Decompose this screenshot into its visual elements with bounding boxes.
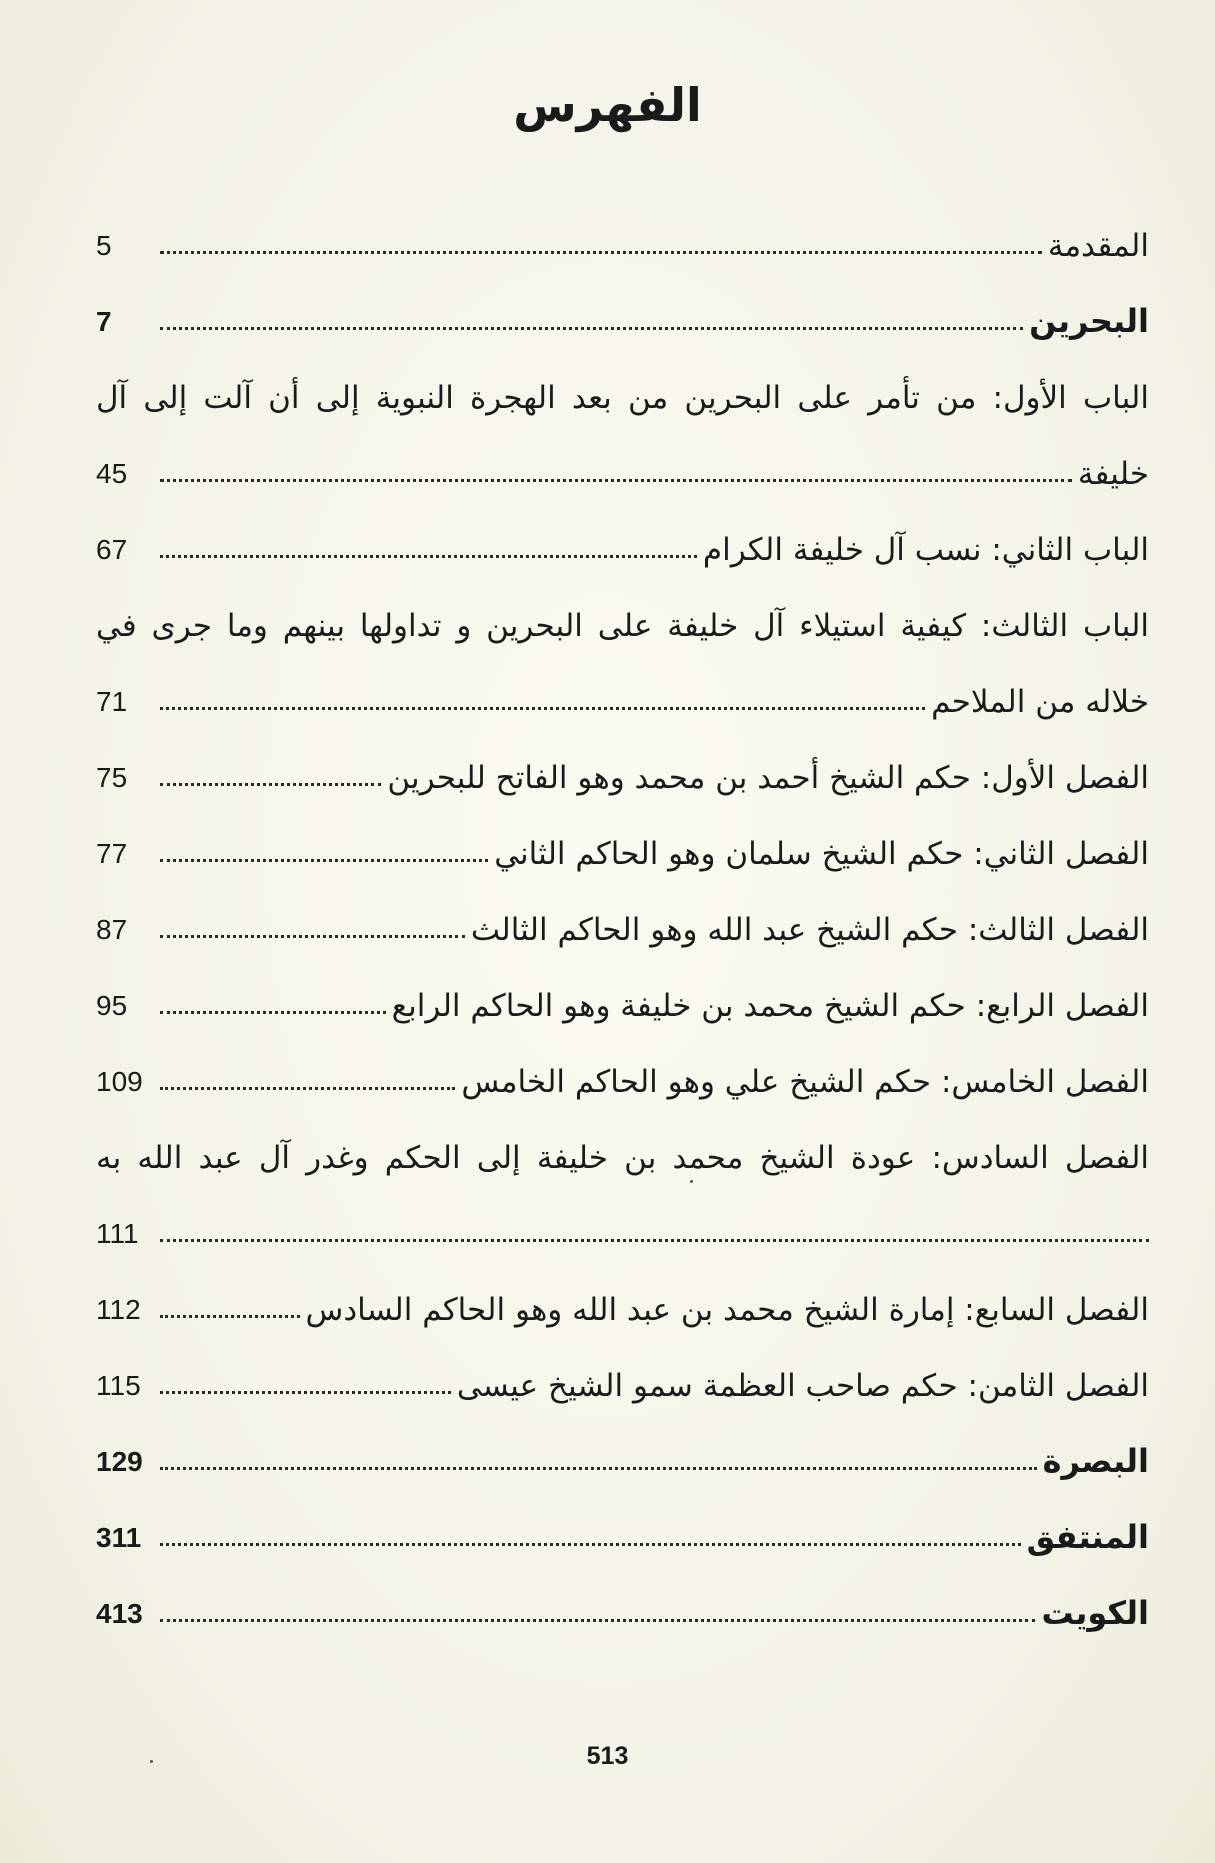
toc-entry-chapter-3-line-2 [96, 646, 1149, 722]
dot-leader [160, 782, 381, 786]
toc-entry-chapter-3-line-1 [96, 570, 1149, 646]
toc-page-number: 5 [96, 230, 112, 261]
page-number-footer: 513 [586, 1742, 629, 1770]
toc-page-number: 67 [96, 534, 128, 565]
table-of-contents [96, 190, 1149, 1634]
toc-entry-title: البصرة [1042, 1442, 1149, 1480]
toc-page-number: 71 [96, 686, 128, 717]
toc-entry-title: الباب الثاني: نسب آل خليفة الكرام [702, 532, 1149, 568]
toc-page-number: 111 [96, 1218, 139, 1249]
dot-leader [160, 1314, 300, 1318]
toc-entry-kuwait [96, 1558, 1149, 1634]
toc-entry-title-continued: خلاله من الملاحم [931, 684, 1149, 720]
dot-leader [160, 1618, 1035, 1622]
toc-entry-title: الباب الثالث: كيفية استيلاء آل خليفة على البحرين و تداولها بينهم وما جرى في [96, 608, 1149, 644]
toc-page-number: 413 [96, 1598, 143, 1629]
dot-leader [160, 1086, 455, 1090]
dot-leader [160, 706, 925, 710]
toc-entry-title: الفصل الثاني: حكم الشيخ سلمان وهو الحاكم الثاني [494, 836, 1149, 872]
toc-page-number: 87 [96, 914, 128, 945]
toc-page-number: 115 [96, 1370, 141, 1401]
dot-leader [160, 554, 697, 558]
toc-page-number: 109 [96, 1066, 143, 1097]
dot-leader [160, 250, 1042, 254]
toc-entry-chapter-2 [96, 494, 1149, 570]
toc-page-number: 311 [96, 1522, 142, 1553]
toc-page-number: 77 [96, 838, 128, 869]
dot-leader [160, 1390, 451, 1394]
toc-page-number: 45 [96, 458, 128, 489]
page-title: الفهرس [513, 78, 702, 132]
toc-entry-section-3 [96, 874, 1149, 950]
dot-leader [160, 478, 1072, 482]
toc-entry-introduction [96, 190, 1149, 266]
toc-entry-section-5 [96, 1026, 1149, 1102]
toc-entry-title: الفصل الثامن: حكم صاحب العظمة سمو الشيخ عيسى [456, 1368, 1149, 1404]
toc-page-number: 75 [96, 762, 128, 793]
toc-entry-title: الفصل الرابع: حكم الشيخ محمد بن خليفة وهو الحاكم الرابع [391, 988, 1149, 1024]
dot-leader [160, 326, 1023, 330]
toc-entry-title: الكويت [1041, 1594, 1149, 1632]
toc-entry-title-continued: خليفة [1077, 456, 1149, 492]
toc-page-number: 112 [96, 1294, 141, 1325]
toc-entry-section-8 [96, 1330, 1149, 1406]
toc-page-number: 95 [96, 990, 128, 1021]
toc-page-number: 7 [96, 306, 112, 337]
toc-entry-chapter-1-line-2 [96, 418, 1149, 494]
toc-entry-title: الباب الأول: من تأمر على البحرين من بعد الهجرة النبوية إلى أن آلت إلى آل [96, 380, 1149, 416]
toc-entry-title: الفصل الثالث: حكم الشيخ عبد الله وهو الحاكم الثالث [470, 912, 1149, 948]
dot-leader [160, 1010, 386, 1014]
dot-leader [160, 1466, 1037, 1470]
dot-leader [160, 1238, 1149, 1242]
toc-entry-section-6-line-2 [96, 1178, 1149, 1254]
toc-entry-section-2 [96, 798, 1149, 874]
toc-page-number: 129 [96, 1446, 143, 1477]
toc-entry-title: الفصل السابع: إمارة الشيخ محمد بن عبد الله وهو الحاكم السادس [305, 1292, 1149, 1328]
toc-entry-muntafiq [96, 1482, 1149, 1558]
dot-leader [160, 934, 465, 938]
dot-leader [160, 858, 488, 862]
toc-entry-bahrain [96, 266, 1149, 342]
toc-entry-chapter-1-line-1 [96, 342, 1149, 418]
paper-speck [150, 1760, 153, 1763]
toc-entry-title: الفصل الأول: حكم الشيخ أحمد بن محمد وهو الفاتح للبحرين [387, 760, 1149, 796]
toc-entry-section-1 [96, 722, 1149, 798]
toc-entry-title: الفصل السادس: عودة الشيخ محمد بن خليفة إلى الحكم وغدر آل عبد الله به [96, 1140, 1149, 1176]
toc-entry-section-6-line-1 [96, 1102, 1149, 1178]
dot-leader [160, 1542, 1021, 1546]
toc-entry-title: البحرين [1029, 302, 1149, 340]
toc-entry-title: المقدمة [1047, 228, 1149, 264]
toc-entry-section-7 [96, 1254, 1149, 1330]
toc-entry-title: الفصل الخامس: حكم الشيخ علي وهو الحاكم الخامس [461, 1064, 1149, 1100]
toc-entry-basra [96, 1406, 1149, 1482]
toc-entry-section-4 [96, 950, 1149, 1026]
paper-speck [690, 1180, 693, 1183]
toc-entry-title: المنتفق [1026, 1518, 1149, 1556]
